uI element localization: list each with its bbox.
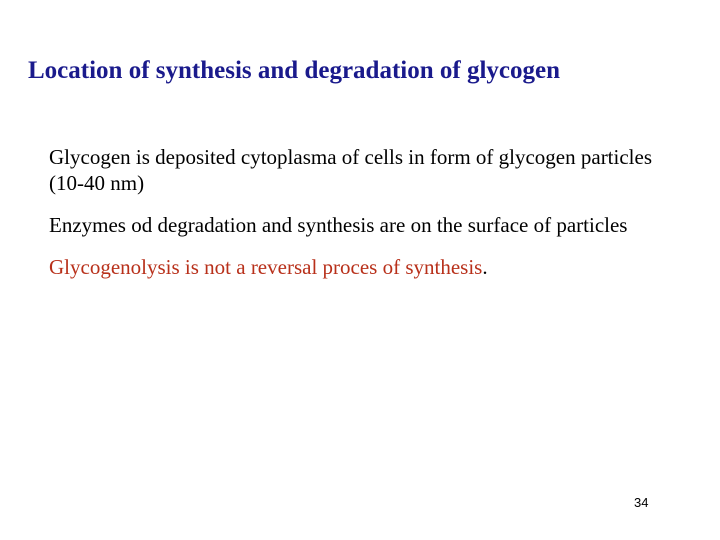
bullet-glycogenolysis-text: Glycogenolysis is not a reversal proces of synthesis xyxy=(49,255,483,279)
slide-title: Location of synthesis and degradation of glycogen xyxy=(28,57,560,84)
bullet-glycogenolysis xyxy=(49,254,669,280)
bullet-glycogen-deposition: Glycogen is deposited cytoplasma of cells in form of glycogen particles (10-40 nm) xyxy=(49,145,653,195)
bullet-enzyme-location: Enzymes od degradation and synthesis are on the surface of particles xyxy=(49,213,628,237)
bullet-glycogenolysis-period: . xyxy=(482,255,488,279)
bullet-list xyxy=(49,144,669,296)
page-number: 34 xyxy=(634,495,649,510)
